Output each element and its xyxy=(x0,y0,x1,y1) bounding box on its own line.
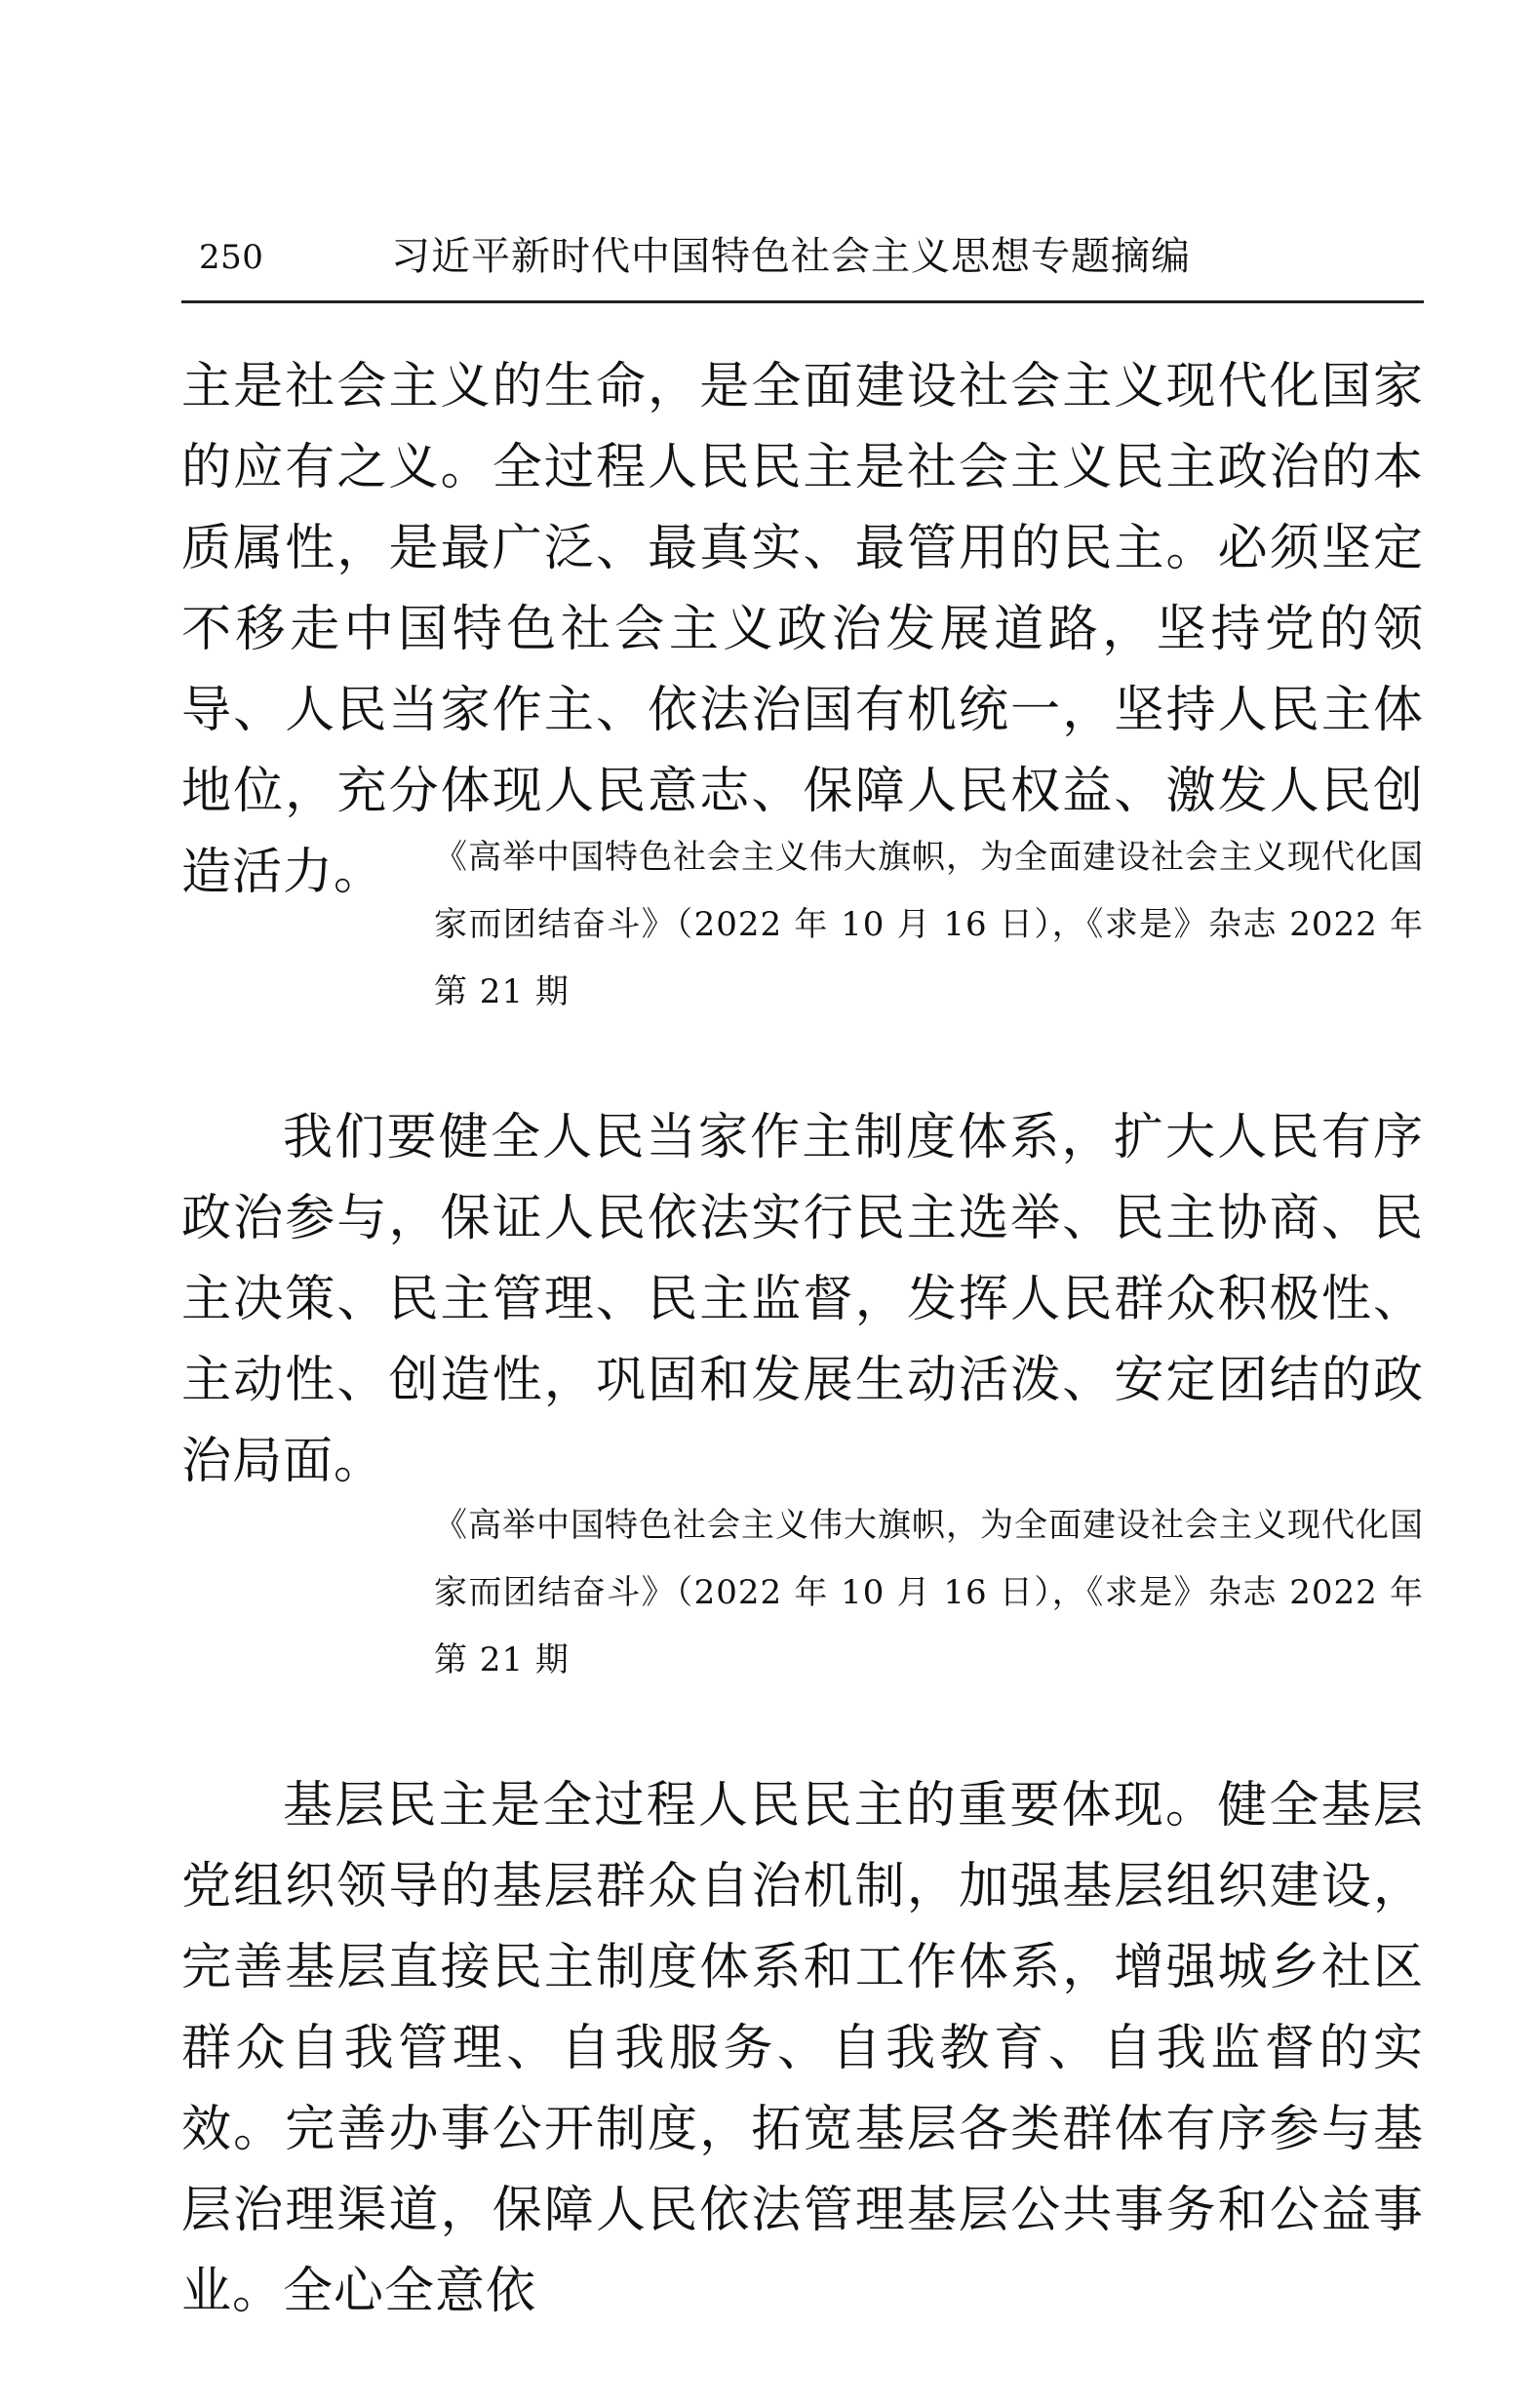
paragraph-2: 我们要健全人民当家作主制度体系，扩大人民有序政治参与，保证人民依法实行民主选举、民主协商、民主决策、民主管理、民主监督，发挥人民群众积极性、主动性、创造性，巩固和发展生动活泼、安定团结的政治局面。 xyxy=(181,1109,1424,1490)
running-title: 习近平新时代中国特色社会主义思想专题摘编 xyxy=(391,234,1191,279)
paragraph-3: 基层民主是全过程人民民主的重要体现。健全基层党组织领导的基层群众自治机制，加强基层组织建设，完善基层直接民主制度体系和工作体系，增强城乡社区群众自我管理、自我服务、自我教育、自我监督的实效。完善办事公开制度，拓宽基层各类群体有序参与基层治理渠道，保障人民依法管理基层公共事务和公益事业。全心全意依 xyxy=(181,1777,1424,2320)
source-citation-1: 《高举中国特色社会主义伟大旗帜，为全面建设社会主义现代化国家而团结奋斗》（2022 年 10 月 16 日），《求是》杂志 2022 年第 21 期 xyxy=(434,838,1424,1011)
page-number: 250 xyxy=(199,238,264,277)
page-header xyxy=(181,234,1424,291)
source-citation-2: 《高举中国特色社会主义伟大旗帜，为全面建设社会主义现代化国家而团结奋斗》（2022 年 10 月 16 日），《求是》杂志 2022 年第 21 期 xyxy=(434,1506,1424,1679)
paragraph-1: 主是社会主义的生命，是全面建设社会主义现代化国家的应有之义。全过程人民民主是社会主义民主政治的本质属性，是最广泛、最真实、最管用的民主。必须坚定不移走中国特色社会主义政治发展道路，坚持党的领导、人民当家作主、依法治国有机统一，坚持人民主体地位，充分体现人民意志、保障人民权益、激发人民创造活力。 xyxy=(181,358,1424,901)
header-divider xyxy=(181,300,1424,303)
